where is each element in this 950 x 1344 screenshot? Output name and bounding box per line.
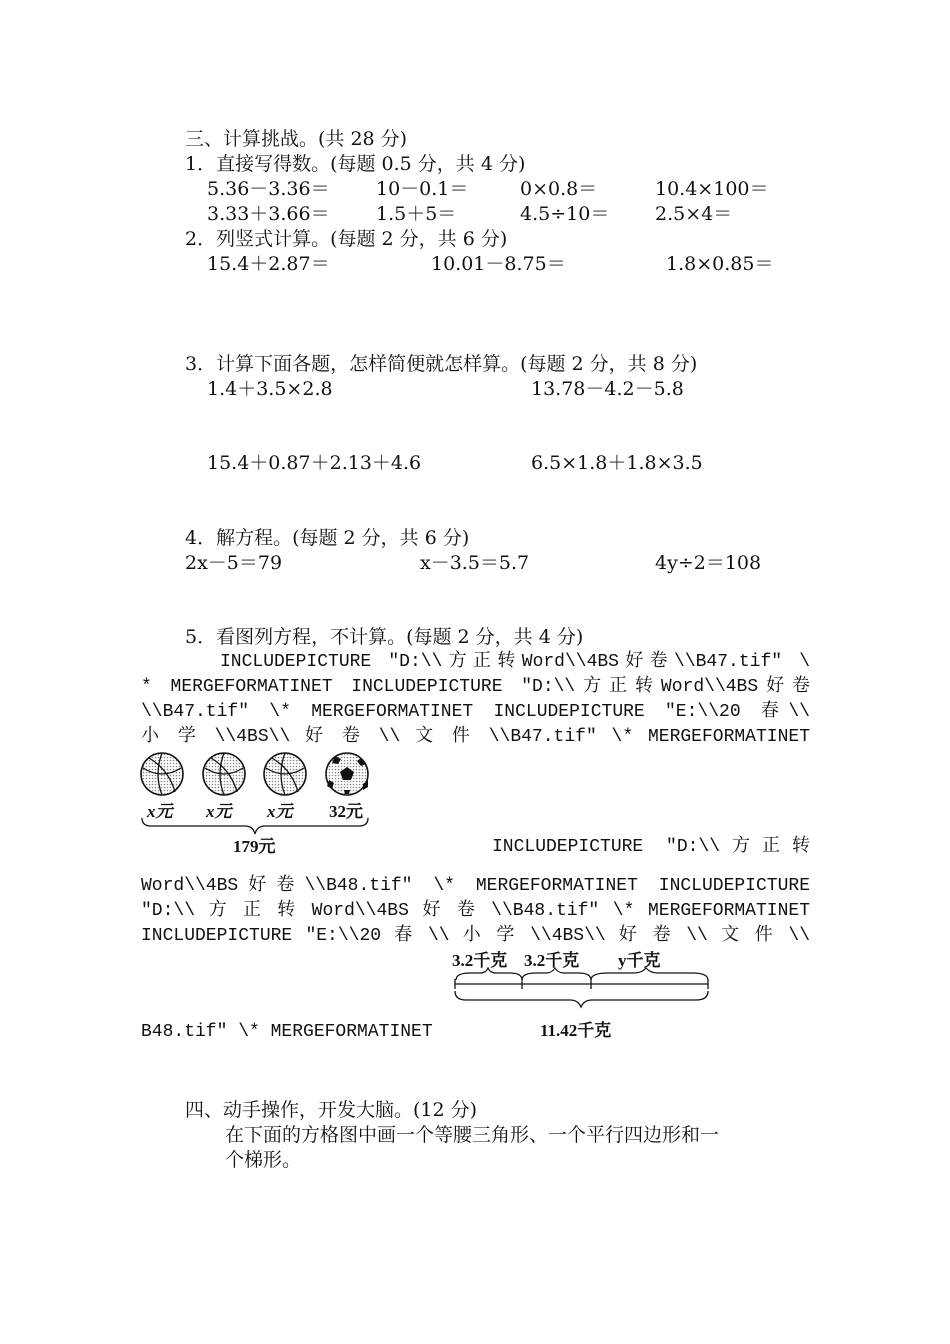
total-price-label: 179元 [233,837,276,856]
section-3-title: 三、计算挑战。(共 28 分) [185,128,408,150]
q1-item: 0×0.8＝ [520,178,598,200]
basketball-icon [203,753,245,795]
section-4-title: 四、动手操作，开发大脑。(12 分) [185,1099,478,1121]
q4-item: 2x－5＝79 [185,552,283,574]
q1-item: 10.4×100＝ [655,178,769,200]
ball-price-label: x元 [206,802,232,821]
q5-title: 5．看图列方程，不计算。(每题 2 分，共 4 分) [185,626,584,648]
field-code-line: * MERGEFORMATINET INCLUDEPICTURE "D:\\方正转Word\\4BS好卷 [141,677,810,697]
total-weight-label: 11.42千克 [540,1021,612,1040]
field-code-line: INCLUDEPICTURE "D:\\方正转Word\\4BS好卷\\B47.tif" \ [220,652,810,672]
ball-price-label: x元 [147,802,173,821]
q3-item: 1.4＋3.5×2.8 [207,378,333,400]
field-code-line: \\B47.tif" \* MERGEFORMATINET INCLUDEPICTURE "E:\\20 春\\ [141,702,810,722]
q1-item: 3.33＋3.66＝ [207,203,330,225]
field-code-line: B48.tif" \* MERGEFORMATINET [141,1022,433,1042]
q1-item: 1.5＋5＝ [376,203,457,225]
q1-item: 2.5×4＝ [655,203,733,225]
q2-item: 1.8×0.85＝ [666,253,774,275]
weight-label: y千克 [618,951,661,970]
q4-item: x－3.5＝5.7 [420,552,530,574]
field-code-line: "D:\\ 方 正 转 Word\\4BS 好 卷 \\B48.tif" \* MERGEFORMATINET [141,901,810,921]
q1-item: 5.36－3.36＝ [207,178,330,200]
q4-item: 4y÷2＝108 [655,552,762,574]
weight-label: 3.2千克 [452,951,508,970]
ball-price-label: x元 [267,802,293,821]
q2-item: 15.4＋2.87＝ [207,253,330,275]
q2-title: 2．列竖式计算。(每题 2 分，共 6 分) [185,228,508,250]
soccer-ball-icon [326,753,368,795]
q1-item: 10－0.1＝ [376,178,469,200]
q1-title: 1．直接写得数。(每题 0.5 分，共 4 分) [185,153,526,175]
q3-item: 6.5×1.8＋1.8×3.5 [531,452,703,474]
basketball-icon [264,753,306,795]
section-4-instruction: 在下面的方格图中画一个等腰三角形、一个平行四边形和一 [225,1124,720,1146]
field-code-line: 小 学 \\4BS\\ 好 卷 \\ 文 件 \\B47.tif" \* MERGEFORMATINET [141,727,810,747]
brace [455,991,708,1007]
q3-item: 13.78－4.2－5.8 [531,378,684,400]
field-code-line: INCLUDEPICTURE "D:\\方正转 [492,837,810,857]
field-code-line: INCLUDEPICTURE "E:\\20 春 \\ 小 学 \\4BS\\ 好 卷 \\ 文 件 \\ [141,926,810,946]
q2-item: 10.01－8.75＝ [431,253,566,275]
q3-item: 15.4＋0.87＋2.13＋4.6 [207,452,422,474]
q1-item: 4.5÷10＝ [520,203,610,225]
ball-price-label: 32元 [329,802,363,821]
field-code-line: Word\\4BS好卷\\B48.tif" \* MERGEFORMATINET INCLUDEPICTURE [141,876,810,896]
basketball-icon [141,753,183,795]
section-4-instruction: 个梯形。 [225,1149,302,1171]
weight-label: 3.2千克 [524,951,580,970]
q3-title: 3．计算下面各题，怎样简便就怎样算。(每题 2 分，共 8 分) [185,353,698,375]
q4-title: 4．解方程。(每题 2 分，共 6 分) [185,527,470,549]
